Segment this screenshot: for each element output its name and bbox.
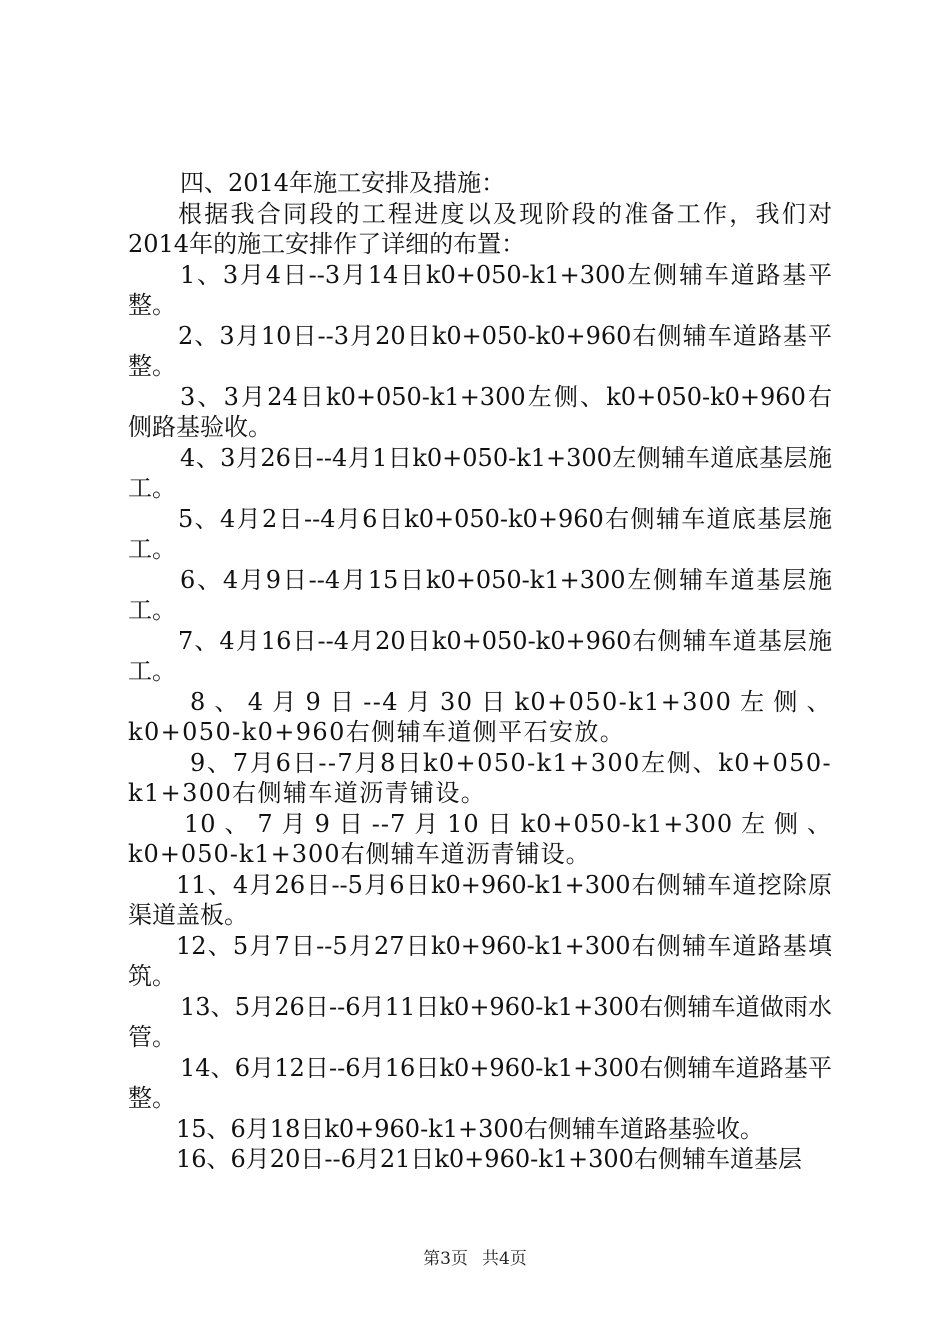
list-item: 6、4月9日--4月15日k0+050-k1+300左侧辅车道基层施工。 — [128, 565, 832, 624]
list-item: 3、3月24日k0+050-k1+300左侧、k0+050-k0+960右侧路基验收。 — [128, 382, 832, 441]
list-item: 10、7月9日--7月10日k0+050-k1+300左侧、k0+050-k1+300右侧辅车道沥青铺设。 — [128, 809, 832, 868]
list-item: 5、4月2日--4月6日k0+050-k0+960右侧辅车道底基层施工。 — [128, 504, 832, 563]
page-number: 第3页 — [423, 1249, 468, 1269]
list-item: 13、5月26日--6月11日k0+960-k1+300右侧辅车道做雨水管。 — [128, 992, 832, 1051]
list-item: 1、3月4日--3月14日k0+050-k1+300左侧辅车道路基平整。 — [128, 260, 832, 319]
document-body — [128, 168, 832, 1175]
page-total: 共4页 — [482, 1249, 527, 1269]
list-item: 2、3月10日--3月20日k0+050-k0+960右侧辅车道路基平整。 — [128, 321, 832, 380]
list-item: 9、7月6日--7月8日k0+050-k1+300左侧、k0+050-k1+300右侧辅车道沥青铺设。 — [128, 748, 832, 807]
list-item: 8、4月9日--4月30日k0+050-k1+300左侧、k0+050-k0+960右侧辅车道侧平石安放。 — [128, 687, 832, 746]
page-footer — [0, 1244, 950, 1269]
list-item: 16、6月20日--6月21日k0+960-k1+300右侧辅车道基层 — [176, 1145, 802, 1173]
list-item: 14、6月12日--6月16日k0+960-k1+300右侧辅车道路基平整。 — [128, 1053, 832, 1112]
intro-paragraph: 根据我合同段的工程进度以及现阶段的准备工作，我们对2014年的施工安排作了详细的布置： — [128, 199, 832, 258]
list-item: 11、4月26日--5月6日k0+960-k1+300右侧辅车道挖除原渠道盖板。 — [128, 870, 832, 929]
list-item: 4、3月26日--4月1日k0+050-k1+300左侧辅车道底基层施工。 — [128, 443, 832, 502]
list-item: 7、4月16日--4月20日k0+050-k0+960右侧辅车道基层施工。 — [128, 626, 832, 685]
list-item: 12、5月7日--5月27日k0+960-k1+300右侧辅车道路基填筑。 — [128, 931, 832, 990]
list-item: 15、6月18日k0+960-k1+300右侧辅车道路基验收。 — [176, 1114, 764, 1143]
section-heading: 四、2014年施工安排及措施： — [180, 169, 506, 197]
